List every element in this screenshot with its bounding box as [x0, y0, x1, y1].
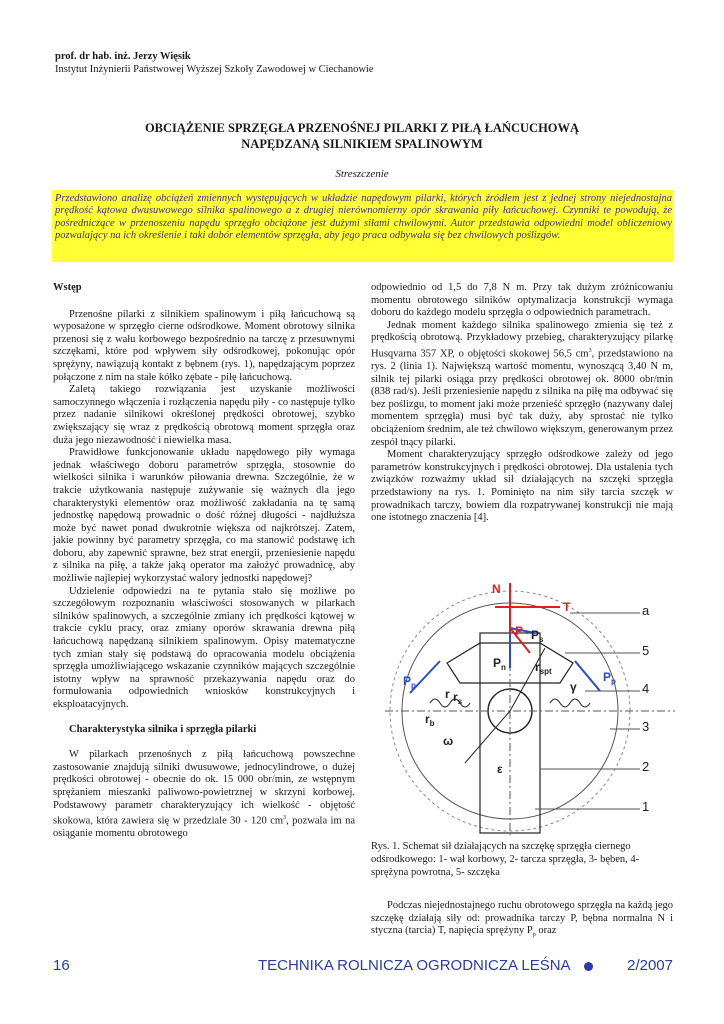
right-paragraph-3: Moment charakteryzujący sprzęgło odśrodkowe zależy od jego parametrów konstrukcyjnych i prędkości obrotowej. Dla ustalenia tych związków rozważmy układ sił działających na szczęki sprzęgła przedstawiony na rys. 1. Pominięto na nim siły tarcia szczęk w prowadnikach tarczy, bowiem dla rozpatrywanej konstrukcji nie mają one istotnego znaczenia [4]. — [371, 449, 673, 524]
spring-left — [430, 699, 470, 707]
part-3: 3 — [642, 719, 650, 734]
author-block — [55, 50, 373, 76]
intro-paragraph-4: Udzielenie odpowiedzi na te pytania stało się możliwe po szczegółowym rozpoznaniu właściwości stosowanych w pilarkach silników spalinowych, a szczególnie zmiany ich prędkości kątowej w trakcie cyklu pracy, oraz zmiany oporów skrawania drewna piłą łańcuchową napędzaną silnikiem spalinowym. Opisy matematyczne tych zmian stały się podstawą do opracowania modelu obciążenia sprzęgła umożliwiającego wskazanie czynników mających szczególnie istotny wpływ na sprawność przekazywania napędu oraz do formułowania odpowiednich wniosków konstrukcyjnych i eksploatacyjnych. — [53, 585, 355, 710]
intro-paragraph-3: Prawidłowe funkcjonowanie układu napędowego piły wymaga jednak właściwego doboru parametrów sprzęgła, stosownie do wielkości silnika i warunków piłowania drewna. Szczególnie, że w trakcie użytkowania następuje zużywanie się ważnych dla jego charakterystyki elementów oraz możliwość zakładania na tę samą jednostkę napędową prowadnic o dość różnej długości - najdłuższa może być nawet ponad dwukrotnie większa od najkrótszej. Zatem, jakie powinny być parametry sprzęgła, co ma stanowić podstawę ich doboru, aby zapewnić sprawne, bez strat energii, przeniesienie napędu z silnika na piłę, a także jaką operator ma założyć prowadnicę, aby możliwie najlepiej wykorzystać walory jednostki napędowej? — [53, 447, 355, 585]
intro-paragraph-1: Przenośne pilarki z silnikiem spalinowym i piłą łańcuchową są wyposażone w sprzęgło cierne odśrodkowe. Moment obrotowy silnika przenosi się z wału korbowego bezpośrednio na tarczę z przesuwnymi szczękami, które pod wpływem siły odśrodkowej, pokonując opór sprężyny, nawiązują kontakt z bębnem (rys. 1), napędzającym poprzez połączone z nim na stałe kółko zębate - piłę łańcuchową. — [53, 308, 355, 383]
part-4: 4 — [642, 681, 650, 696]
spring-right — [550, 699, 590, 707]
abstract-label: Streszczenie — [335, 168, 389, 180]
label-epsilon: ε — [497, 762, 503, 776]
label-gamma: γ — [570, 680, 577, 694]
label-Pp-right: $P_p$ — [603, 670, 616, 686]
paper-title — [60, 120, 664, 152]
title-line-2: NAPĘDZANĄ SILNIKIEM SPALINOWYM — [241, 137, 483, 151]
clutch-force-diagram — [385, 573, 675, 835]
figure-caption: Rys. 1. Schemat sił działających na szczękę sprzęgła ciernego odśrodkowego: 1- wał korbowy, 2- tarcza sprzęgła, 3- bęben, 4- sprężyna powrotna, 5- szczęka — [371, 841, 640, 878]
right-paragraph-2: Jednak moment każdego silnika spalinowego zmienia się też z prędkością obrotową. Przykładowy przebieg, charakteryzujący pilarkę Husqvarna 357 XP, o objętości skokowej 56,5 $cm^3$, przedstawiono na rys. 2 (linia 1). Największą wartość momentu, wynoszącą 3,40 N m, silnik tej pilarki osiąga przy prędkości obrotowej ok. 8000 obr/min (838 rad/s). Jeśli przeniesienie napędu z silnika na piłę ma odbywać się bez poślizgu, to moment jaki może przenieść sprzęgło (nazywany dalej momentem sprzęgła) musi być tak duży, aby sprostać nie tylko obciążeniom średnim, ale też chwilowo większym, generowanym przez zespół tnący pilarki. — [371, 319, 673, 448]
author-name: prof. dr hab. inż. Jerzy Więsik — [55, 51, 191, 62]
label-rs: $r_s$ — [453, 690, 463, 706]
bullet-dot-icon — [584, 962, 593, 971]
part-2: 2 — [642, 759, 650, 774]
label-Ps: $P_s$ — [531, 628, 544, 644]
char-paragraph-1: W pilarkach przenośnych z piłą łańcuchową powszechne zastosowanie znajdują silniki dwusuwowe, jednocylindrowe, o dużej prędkości obrotowej - obecnie do ok. 15 000 obr/min, ze wstępnym sprężaniem mieszanki paliwowo-powietrznej w skrzyni korbowej. Podstawowy parametr charakteryzujący ich wielkość - objętość skokowa, która zawiera się w przedziale 30 - 120 $cm^3$, pozwala im na osiąganie momentu obrotowego — [53, 749, 355, 840]
label-Pn: $P_n$ — [493, 656, 506, 672]
page-footer — [53, 957, 673, 977]
right-column-bottom — [371, 900, 673, 942]
author-affiliation: Instytut Inżynierii Państwowej Wyższej Szkoły Zawodowej w Ciechanowie — [55, 64, 374, 75]
label-rspt: $r_{spt}$ — [535, 660, 552, 676]
label-T: T — [563, 600, 571, 614]
part-5: 5 — [642, 643, 650, 658]
part-a: a — [642, 603, 650, 618]
label-omega: ω — [443, 734, 454, 748]
label-P: P — [515, 624, 524, 638]
right-paragraph-4: Podczas niejednostajnego ruchu obrotowego sprzęgła na każdą jego szczękę działają siły od: prowadnika tarczy P, bębna normalna N i styczna (tarcia) T, napięcia sprężyny $P_p$ oraz — [371, 900, 673, 939]
radius-rb — [465, 711, 510, 763]
abstract-box: Przedstawiono analizę obciążeń zmiennych występujących w układzie napędowym pilarki, których źródłem jest z jednej strony niejednostajna prędkość kątowa dwusuwowego silnika spalinowego a z drugiej nierównomierny opór skrawania piły łańcuchowej. Czynniki te powodują, że pośredniczące w przenoszeniu napędu sprzęgło obciążone jest dużymi siłami chwilowymi. Autor przedstawia odpowiedni model obliczeniowy pozwalający na ich określenie i taki dobór elementów sprzęgła, aby jego praca odbywała się bez chwilowych poślizgów. — [52, 190, 674, 262]
intro-paragraph-2: Zaletą takiego rozwiązania jest uzyskanie możliwości samoczynnego włączenia i rozłączenia napędu piły - co następuje tylko przez nadanie silnikowi określonej prędkości obrotowej, szybko zwiększający się wraz z prędkością obrotową moment sprzęgła oraz duża jego niezawodność i niewielka masa. — [53, 384, 355, 446]
part-1: 1 — [642, 799, 650, 814]
left-column — [53, 282, 355, 841]
heading-characteristics: Charakterystyka silnika i sprzęgła pilarki — [69, 723, 257, 735]
heading-intro: Wstęp — [53, 282, 82, 293]
issue-number: 2/2007 — [627, 957, 673, 974]
right-paragraph-1: odpowiednio od 1,5 do 7,8 N m. Przy tak dużym zróżnicowaniu momentu obrotowego silników optymalizacja konstrukcji wymaga doboru do każdego modelu sprzęgła o odpowiednich parametrach. — [371, 282, 673, 319]
label-N: N — [492, 582, 501, 596]
label-Pp-left: $P_p$ — [403, 674, 416, 690]
label-r: r — [445, 687, 450, 701]
arrow-Pp-right — [575, 661, 600, 691]
right-column-top — [371, 282, 673, 525]
page-number: 16 — [53, 957, 70, 974]
journal-name: TECHNIKA ROLNICZA OGRODNICZA LEŚNA — [258, 957, 571, 974]
label-rb: $r_b$ — [425, 712, 435, 728]
title-line-1: OBCIĄŻENIE SPRZĘGŁA PRZENOŚNEJ PILARKI Z PIŁĄ ŁAŃCUCHOWĄ — [144, 121, 580, 135]
